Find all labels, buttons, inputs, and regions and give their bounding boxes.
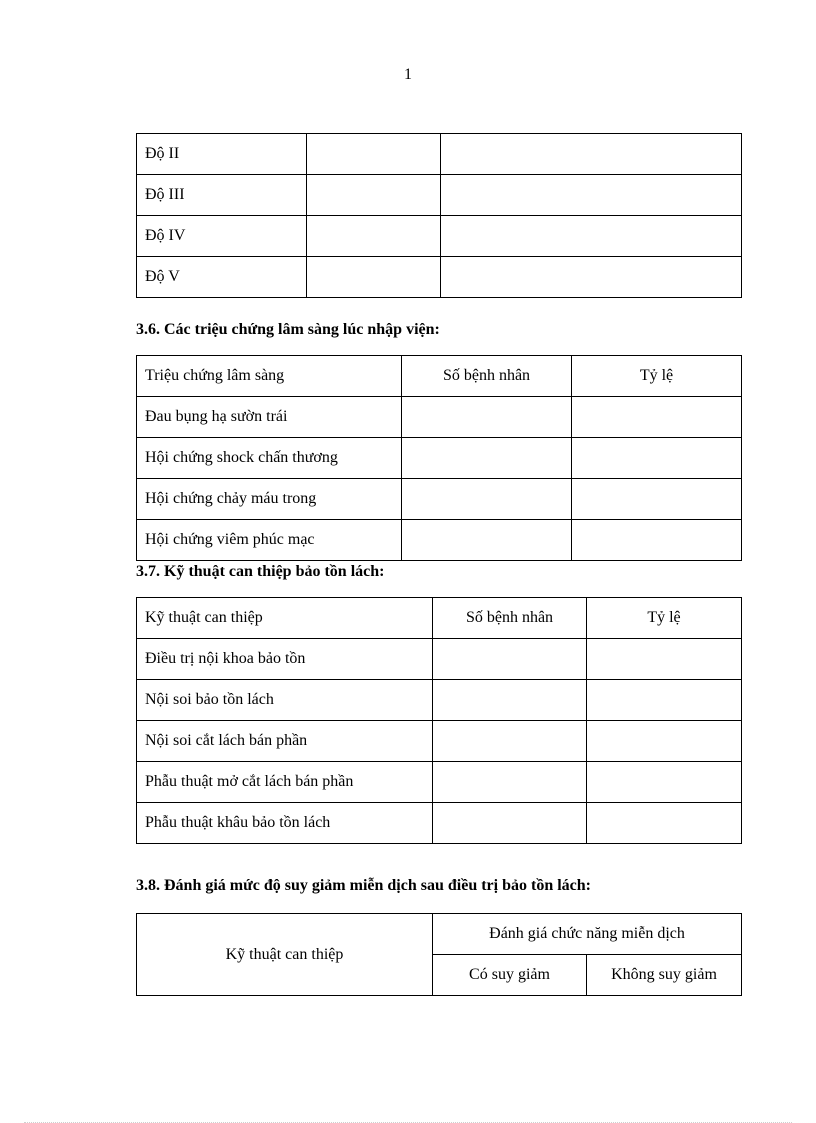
table-row [137, 397, 742, 438]
table-header-row [137, 356, 742, 397]
table-row [137, 721, 742, 762]
table-row [137, 479, 742, 520]
column-header: Số bệnh nhân [402, 356, 572, 397]
grade-label: Độ IV [137, 216, 307, 257]
row-label: Hội chứng viêm phúc mạc [137, 520, 402, 561]
grade-table [136, 133, 742, 298]
table-row [137, 134, 742, 175]
table-cell [441, 216, 742, 257]
table-cell [587, 721, 742, 762]
column-header: Không suy giảm [587, 955, 742, 996]
row-label: Phẫu thuật mở cắt lách bán phần [137, 762, 433, 803]
table-row [137, 175, 742, 216]
grade-label: Độ V [137, 257, 307, 298]
column-header: Kỹ thuật can thiệp [137, 598, 433, 639]
symptoms-table [136, 355, 742, 561]
section-3-6-heading: 3.6. Các triệu chứng lâm sàng lúc nhập viện: [136, 321, 440, 338]
table-cell [587, 680, 742, 721]
table-cell [572, 520, 742, 561]
table-cell [307, 257, 441, 298]
technique-table [136, 597, 742, 844]
table-row [137, 257, 742, 298]
page-number: 1 [404, 66, 412, 83]
row-label: Điều trị nội khoa bảo tồn [137, 639, 433, 680]
table-cell [441, 257, 742, 298]
table-cell [572, 438, 742, 479]
table-cell [402, 397, 572, 438]
table-row [137, 438, 742, 479]
immune-table [136, 913, 742, 996]
column-header: Có suy giảm [433, 955, 587, 996]
row-label: Đau bụng hạ sườn trái [137, 397, 402, 438]
column-header: Tỷ lệ [587, 598, 742, 639]
table-cell [572, 397, 742, 438]
column-header: Số bệnh nhân [433, 598, 587, 639]
table-header-row [137, 598, 742, 639]
row-label: Hội chứng shock chấn thương [137, 438, 402, 479]
table-cell [402, 520, 572, 561]
table-cell [433, 803, 587, 844]
table-cell [307, 216, 441, 257]
table-cell [441, 175, 742, 216]
table-cell [307, 175, 441, 216]
table-cell [433, 762, 587, 803]
column-header: Tỷ lệ [572, 356, 742, 397]
row-label: Phẫu thuật khâu bảo tồn lách [137, 803, 433, 844]
column-header: Triệu chứng lâm sàng [137, 356, 402, 397]
grade-label: Độ II [137, 134, 307, 175]
section-3-8-heading: 3.8. Đánh giá mức độ suy giảm miễn dịch sau điều trị bảo tồn lách: [136, 877, 591, 894]
row-label: Nội soi bảo tồn lách [137, 680, 433, 721]
table-cell [433, 721, 587, 762]
table-cell [587, 639, 742, 680]
table-cell [307, 134, 441, 175]
table-row [137, 639, 742, 680]
table-row [137, 803, 742, 844]
section-3-7-heading: 3.7. Kỹ thuật can thiệp bảo tồn lách: [136, 563, 385, 580]
table-header-row [137, 914, 742, 955]
table-row [137, 520, 742, 561]
table-cell [433, 639, 587, 680]
table-cell [402, 479, 572, 520]
table-row [137, 680, 742, 721]
table-cell [402, 438, 572, 479]
row-label: Nội soi cắt lách bán phần [137, 721, 433, 762]
table-row [137, 216, 742, 257]
table-cell [587, 762, 742, 803]
table-cell [441, 134, 742, 175]
table-cell [433, 680, 587, 721]
grade-label: Độ III [137, 175, 307, 216]
column-group-header: Đánh giá chức năng miễn dịch [433, 914, 742, 955]
row-label: Hội chứng chảy máu trong [137, 479, 402, 520]
table-cell [587, 803, 742, 844]
column-header: Kỹ thuật can thiệp [137, 914, 433, 996]
table-row [137, 762, 742, 803]
table-cell [572, 479, 742, 520]
